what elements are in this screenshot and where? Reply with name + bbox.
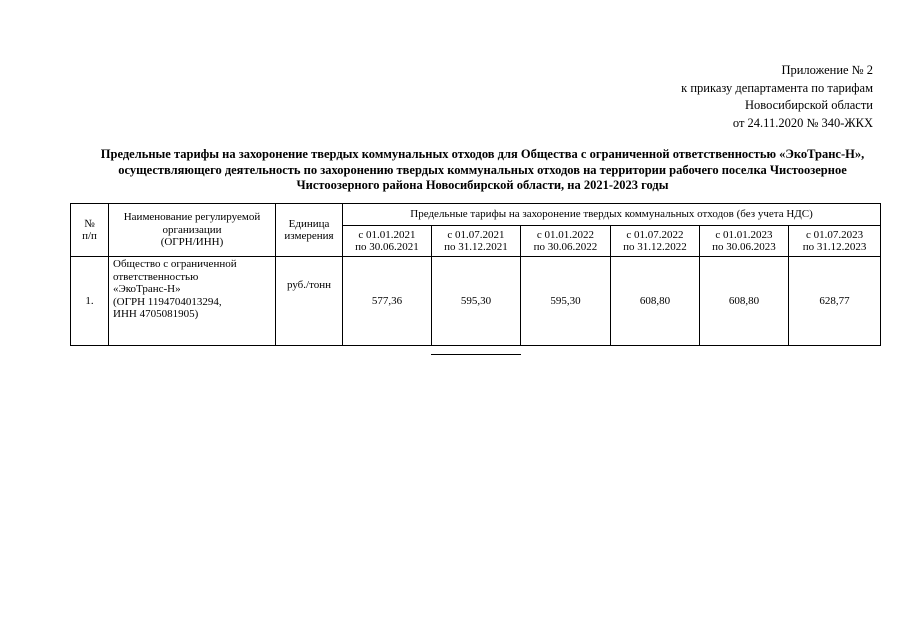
- header-number: [71, 204, 109, 257]
- period-from: с 01.07.2023: [805, 228, 864, 241]
- period-to: по 30.06.2021: [355, 241, 419, 253]
- header-organization-line-3: (ОГРН/ИНН): [160, 236, 224, 249]
- tariff-value: 595,30: [432, 257, 521, 346]
- header-row: [71, 204, 881, 226]
- period-from: с 01.01.2022: [536, 228, 595, 241]
- appendix-order-ref: к приказу департамента по тарифам: [681, 80, 873, 95]
- table-row: [71, 257, 881, 346]
- tariff-table: [70, 203, 881, 346]
- header-unit-line-2: измерения: [284, 230, 334, 242]
- header-organization-line-1: Наименование регулируемой: [123, 211, 261, 224]
- period-from: с 01.07.2021: [447, 228, 505, 241]
- appendix-region: Новосибирской области: [744, 98, 873, 112]
- header-unit-line-1: Единица: [288, 217, 330, 230]
- period-from: с 01.01.2021: [358, 228, 416, 241]
- org-line: Общество с ограниченной: [113, 258, 237, 270]
- period-header: [432, 226, 521, 257]
- period-to: по 31.12.2021: [444, 241, 508, 253]
- header-number-line-2: п/п: [82, 230, 97, 242]
- row-unit: руб./тонн: [276, 257, 343, 346]
- appendix-number: Приложение № 2: [781, 63, 873, 77]
- period-header: [343, 226, 432, 257]
- period-to: по 31.12.2022: [623, 241, 687, 253]
- title-line-1: Предельные тарифы на захоронение твердых коммунальных отходов для Общества с ограниченной ответственностью «ЭкоТранс-Н»,: [100, 147, 865, 161]
- document-title: [60, 147, 905, 194]
- row-number: 1.: [71, 257, 109, 346]
- period-to: по 30.06.2023: [712, 241, 776, 253]
- header-organization-line-2: организации: [162, 223, 222, 236]
- tariff-value: 608,80: [611, 257, 700, 346]
- period-to: по 31.12.2023: [802, 241, 867, 253]
- period-header: [611, 226, 700, 257]
- org-line: ответственностью: [113, 270, 199, 283]
- title-line-2: осуществляющего деятельность по захоронению твердых коммунальных отходов на территории рабочего поселка Чистоозерное: [118, 162, 847, 177]
- row-organization: [109, 257, 276, 346]
- period-from: с 01.01.2023: [715, 228, 773, 241]
- tariff-value: 595,30: [521, 257, 611, 346]
- appendix-header: [681, 62, 873, 132]
- header-unit: [276, 204, 343, 257]
- title-line-3: Чистоозерного района Новосибирской области, на 2021-2023 годы: [296, 178, 669, 192]
- period-header: [789, 226, 881, 257]
- end-divider-line: [431, 354, 521, 355]
- header-organization: [109, 204, 276, 257]
- tariff-value: 608,80: [700, 257, 789, 346]
- tariff-value: 628,77: [789, 257, 881, 346]
- org-line: «ЭкоТранс-Н»: [113, 283, 181, 295]
- header-number-line-1: №: [84, 217, 95, 230]
- org-line: (ОГРН 1194704013294,: [113, 295, 222, 308]
- period-header: [521, 226, 611, 257]
- appendix-order-date: от 24.11.2020 № 340-ЖКХ: [732, 115, 873, 130]
- period-from: с 01.07.2022: [626, 228, 684, 241]
- period-header: [700, 226, 789, 257]
- tariff-value: 577,36: [343, 257, 432, 346]
- period-to: по 30.06.2022: [533, 241, 598, 253]
- header-tariff-group: Предельные тарифы на захоронение твердых коммунальных отходов (без учета НДС): [343, 204, 881, 226]
- org-line: ИНН 4705081905): [113, 308, 199, 320]
